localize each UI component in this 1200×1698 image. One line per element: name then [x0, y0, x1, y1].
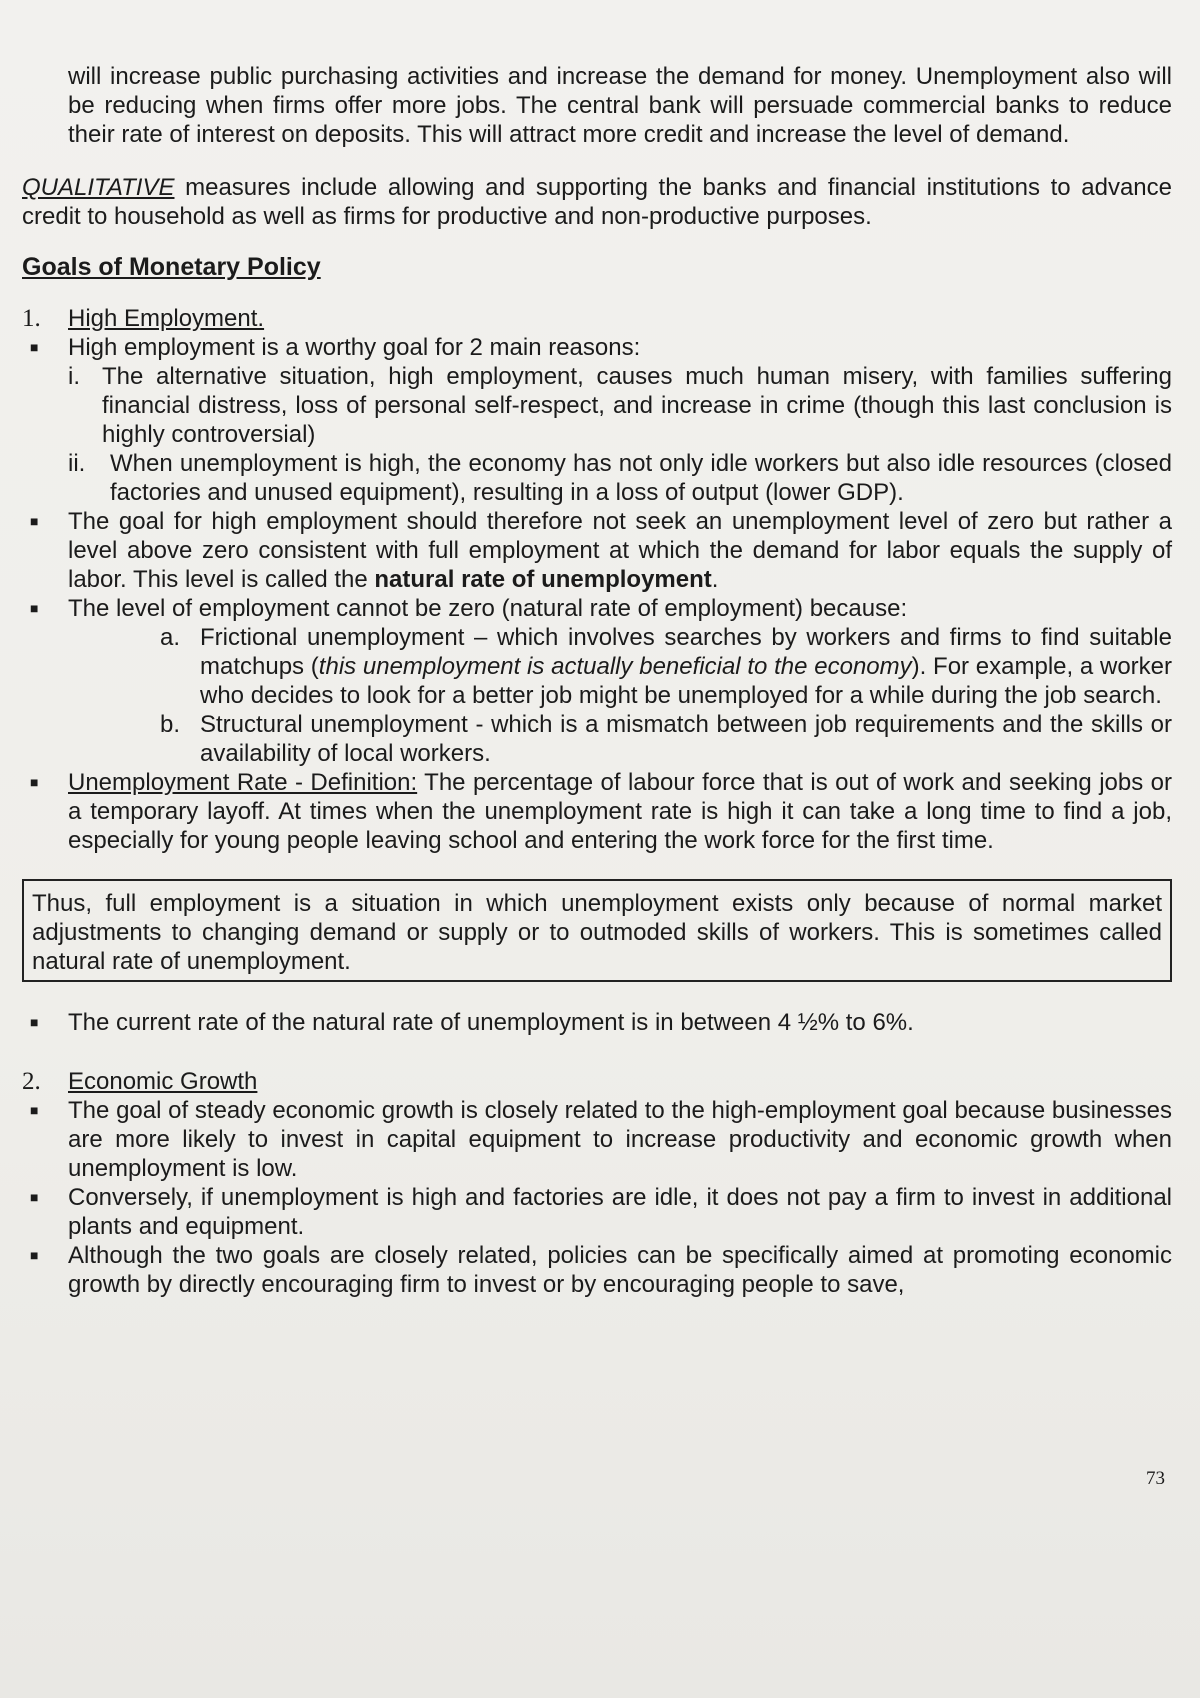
- cause-item: [22, 623, 1172, 710]
- cause-text: Structural unemployment - which is a mismatch between job requirements and the skills or availability of local workers.: [200, 711, 1172, 767]
- qualitative-paragraph: [22, 173, 1172, 231]
- reason-item: [22, 449, 1172, 507]
- cause-item: [22, 710, 1172, 768]
- cause-text-post: ). For example, a worker who decides to look for a better job might be unemployed for a while during the job search.: [200, 653, 1173, 709]
- cause-text-pre: Frictional unemployment – which involves searches by workers and firms to find suitable matchups (: [200, 624, 1172, 680]
- page-number: 73: [1146, 1468, 1165, 1489]
- goal-1-title: High Employment.: [68, 305, 265, 332]
- bullet-text: Conversely, if unemployment is high and factories are idle, it does not pay a firm to invest in additional plants and equipment.: [68, 1184, 1172, 1240]
- cause-text-italic: this unemployment is actually beneficial to the economy: [318, 653, 912, 680]
- natural-rate-term: natural rate of unemployment: [374, 566, 712, 593]
- reason-text: The alternative situation, high employment, causes much human misery, with families suffering financial distress, loss of personal self-respect, and increase in crime (though this last conclusion is highly controversial): [102, 363, 1172, 448]
- cause-marker: a.: [160, 624, 181, 651]
- bullet-item: [22, 594, 1172, 623]
- goal-2-heading: [22, 1067, 1172, 1096]
- bullet-item: [22, 1241, 1172, 1299]
- bullet-marker: ■: [30, 1014, 39, 1030]
- bullet-marker: ■: [30, 774, 39, 790]
- bullet-item: [22, 1096, 1172, 1183]
- boxed-note: Thus, full employment is a situation in which unemployment exists only because of normal market adjustments to changing demand or supply or to outmoded skills of workers. This is sometimes called natural rate of unemployment.: [22, 879, 1172, 982]
- definition-term: Unemployment Rate - Definition:: [68, 769, 418, 796]
- bullet-item: [22, 507, 1172, 594]
- goal-2-title: Economic Growth: [68, 1068, 258, 1095]
- reason-text: When unemployment is high, the economy has not only idle workers but also idle resources (closed factories and unused equipment), resulting in a loss of output (lower GDP).: [110, 450, 1172, 506]
- definition-body: The percentage of labour force that is out of work and seeking jobs or a temporary layoff. At times when the unemployment rate is high it can take a long time to find a job, especially for young people leaving school and entering the work force for the first time.: [68, 769, 1173, 854]
- bullet-marker: ■: [30, 1102, 39, 1118]
- reason-item: [22, 362, 1172, 449]
- bullet-item: [22, 768, 1172, 855]
- bullet-text: Although the two goals are closely related, policies can be specifically aimed at promoting economic growth by directly encouraging firm to invest or by encouraging people to save,: [68, 1242, 1172, 1298]
- cause-marker: b.: [160, 711, 181, 738]
- bullet-marker: ■: [30, 1189, 39, 1205]
- bullet-text: High employment is a worthy goal for 2 main reasons:: [68, 334, 641, 361]
- goal-2-number: 2.: [22, 1068, 41, 1095]
- reason-marker: i.: [68, 363, 80, 390]
- goal-1-number: 1.: [22, 305, 41, 332]
- bullet-marker: ■: [30, 513, 39, 529]
- section-heading: Goals of Monetary Policy: [22, 253, 321, 281]
- goal-1-heading: [22, 304, 1172, 333]
- bullet-marker: ■: [30, 1247, 39, 1263]
- bullet-item: [22, 1008, 1172, 1037]
- definition-text: [68, 768, 1172, 855]
- cause-text: [200, 623, 1172, 710]
- bullet-item: [22, 333, 1172, 362]
- bullet-item: [22, 1183, 1172, 1241]
- bullet-marker: ■: [30, 339, 39, 355]
- intro-paragraph: will increase public purchasing activities and increase the demand for money. Unemployment also will be reducing when firms offer more jobs. The central bank will persuade commercial banks to reduce their rate of interest on deposits. This will attract more credit and increase the level of demand.: [68, 63, 1172, 148]
- bullet-text: [68, 507, 1172, 594]
- bullet-text-part: The goal for high employment should therefore not seek an unemployment level of zero but rather a level above zero consistent with full employment at which the demand for labor equals the supply of labor. This level is called the: [68, 508, 1172, 593]
- bullet-text: The current rate of the natural rate of unemployment is in between 4 ½% to 6%.: [68, 1009, 914, 1036]
- bullet-marker: ■: [30, 600, 39, 616]
- page-content: [22, 62, 1172, 1299]
- bullet-text-end: .: [711, 566, 719, 593]
- qualitative-term: QUALITATIVE: [22, 174, 175, 201]
- reason-marker: ii.: [68, 450, 86, 477]
- bullet-text: The level of employment cannot be zero (natural rate of employment) because:: [68, 595, 908, 622]
- qualitative-text: measures include allowing and supporting the banks and financial institutions to advance credit to household as well as firms for productive and non-productive purposes.: [22, 174, 1172, 230]
- bullet-text: The goal of steady economic growth is closely related to the high-employment goal because businesses are more likely to invest in capital equipment to increase productivity and economic growth when unemployment is low.: [68, 1097, 1172, 1182]
